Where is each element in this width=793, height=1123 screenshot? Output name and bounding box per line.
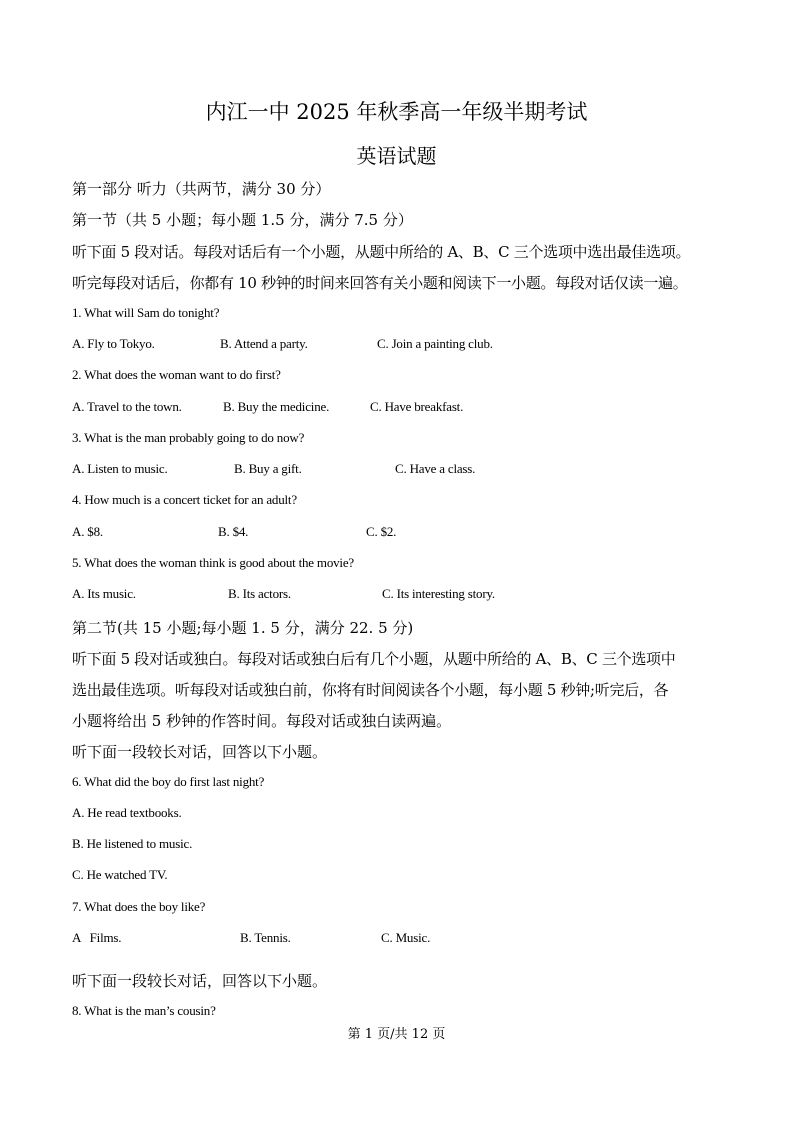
question-2-option-a: A. Travel to the town. bbox=[72, 399, 182, 414]
question-5-stem: 5. What does the woman think is good about the movie? bbox=[72, 555, 354, 570]
section2-instruction-1: 听下面 5 段对话或独白。每段对话或独白后有几个小题，从题中所给的 A、B、C 三个选项中 bbox=[72, 650, 676, 668]
question-5-option-b: B. Its actors. bbox=[228, 586, 291, 601]
section2-heading: 第二节(共 15 小题;每小题 1. 5 分，满分 22. 5 分) bbox=[72, 619, 414, 637]
section1-instruction-2: 听完每段对话后，你都有 10 秒钟的时间来回答有关小题和阅读下一小题。每段对话仅读一遍。 bbox=[72, 274, 688, 292]
section2-instruction-3: 小题将给出 5 秒钟的作答时间。每段对话或独白读两遍。 bbox=[72, 712, 452, 730]
question-4-option-a: A. $8. bbox=[72, 524, 103, 539]
dialogue-1-intro: 听下面一段较长对话，回答以下小题。 bbox=[72, 743, 328, 761]
exam-subtitle: 英语试题 bbox=[356, 144, 437, 168]
question-2-option-b: B. Buy the medicine. bbox=[223, 399, 330, 414]
question-2-stem: 2. What does the woman want to do first? bbox=[72, 367, 281, 382]
question-6-option-a: A. He read textbooks. bbox=[72, 805, 182, 820]
page-footer: 第 1 页/共 12 页 bbox=[347, 1027, 446, 1042]
question-6-option-c: C. He watched TV. bbox=[72, 867, 168, 882]
section2-instruction-2: 选出最佳选项。听每段对话或独白前，你将有时间阅读各个小题，每小题 5 秒钟;听完后，各 bbox=[72, 681, 669, 699]
question-1-option-b: B. Attend a party. bbox=[220, 336, 308, 351]
question-6-option-b: B. He listened to music. bbox=[72, 836, 193, 851]
question-4-option-b: B. $4. bbox=[218, 524, 249, 539]
question-3-option-c: C. Have a class. bbox=[395, 461, 476, 476]
section1-instruction-1: 听下面 5 段对话。每段对话后有一个小题，从题中所给的 A、B、C 三个选项中选出最佳选项。 bbox=[72, 243, 691, 261]
question-7-option-b: B. Tennis. bbox=[240, 930, 291, 945]
question-7-option-c: C. Music. bbox=[381, 930, 431, 945]
dialogue-2-intro: 听下面一段较长对话，回答以下小题。 bbox=[72, 972, 328, 990]
section1-heading: 第一节（共 5 小题；每小题 1.5 分，满分 7.5 分） bbox=[72, 211, 413, 229]
question-3-stem: 3. What is the man probably going to do now? bbox=[72, 430, 305, 445]
question-3-option-b: B. Buy a gift. bbox=[234, 461, 302, 476]
question-1-option-a: A. Fly to Tokyo. bbox=[72, 336, 155, 351]
question-4-option-c: C. $2. bbox=[366, 524, 397, 539]
question-1-stem: 1. What will Sam do tonight? bbox=[72, 305, 220, 320]
question-2-option-c: C. Have breakfast. bbox=[370, 399, 464, 414]
question-4-stem: 4. How much is a concert ticket for an adult? bbox=[72, 492, 297, 507]
question-7-stem: 7. What does the boy like? bbox=[72, 899, 206, 914]
question-5-option-a: A. Its music. bbox=[72, 586, 136, 601]
question-8-stem: 8. What is the man’s cousin? bbox=[72, 1003, 216, 1018]
question-1-option-c: C. Join a painting club. bbox=[377, 336, 493, 351]
question-7-option-a: A Films. bbox=[72, 930, 122, 945]
question-6-stem: 6. What did the boy do first last night? bbox=[72, 774, 265, 789]
question-3-option-a: A. Listen to music. bbox=[72, 461, 168, 476]
part1-heading: 第一部分 听力（共两节，满分 30 分） bbox=[72, 180, 331, 198]
question-5-option-c: C. Its interesting story. bbox=[382, 586, 495, 601]
exam-title: 内江一中 2025 年秋季高一年级半期考试 bbox=[205, 100, 588, 124]
